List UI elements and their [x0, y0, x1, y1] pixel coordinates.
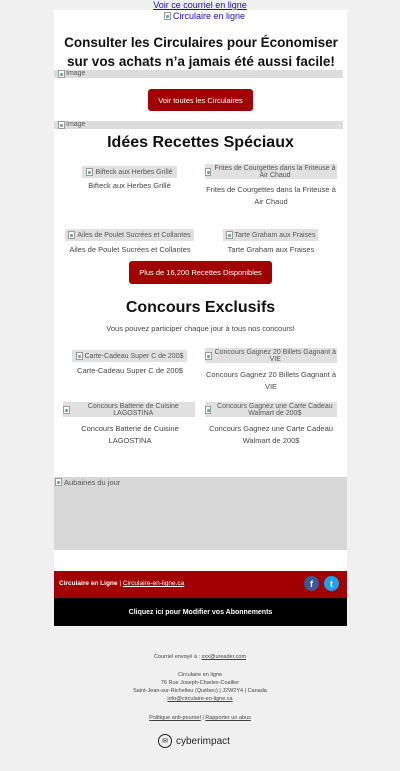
recipe-image-alt: Ailes de Poulet Sucrées et Collantes — [77, 231, 191, 239]
contest-image-alt: Concours Gagnez une Carte Cadeau Walmart de 200$ — [217, 402, 333, 417]
hero-title: Consulter les Circulaires pour Économiser sur vos achats n’a jamais été aussi facile! — [64, 35, 338, 69]
contest-image[interactable] — [72, 350, 187, 362]
broken-image-icon — [58, 70, 65, 78]
footer-brand-name: Circulaire en Ligne — [59, 580, 118, 587]
company-name: Circulaire en ligne — [177, 672, 223, 678]
sent-to-email[interactable]: xxx@ureader.com — [201, 654, 247, 660]
twitter-icon[interactable] — [324, 576, 339, 591]
broken-image-icon — [58, 121, 65, 129]
contest-caption[interactable]: Concours Gagnez 20 Billets Gagnant à VIE — [205, 370, 337, 391]
contest-caption[interactable]: Concours Batterie de Cuisine LAGOSTINA — [81, 424, 179, 445]
sent-to-label: Courriel envoyé à : — [153, 654, 201, 660]
contest-image[interactable] — [205, 402, 337, 417]
contest-image[interactable] — [63, 402, 195, 417]
contest-image[interactable] — [205, 348, 337, 363]
company-email — [0, 695, 400, 703]
company-email-link[interactable]: info@circulaire-en-ligne.ca — [167, 696, 233, 702]
recipe-caption[interactable]: Frites de Courgettes dans la Friteuse à Air Chaud — [206, 185, 336, 206]
anti-spam-policy-link[interactable]: Politique anti-pourriel — [149, 715, 201, 721]
banner-image-1 — [54, 70, 343, 78]
footer-separator: | — [119, 580, 122, 587]
contest-image-alt: Carte-Cadeau Super C de 200$ — [84, 352, 184, 360]
broken-image-icon — [205, 352, 212, 360]
footer-site-link[interactable]: Circulaire-en-ligne.ca — [122, 580, 185, 587]
sent-to-line — [0, 653, 400, 661]
footer-brand-bar — [54, 571, 347, 598]
logo-image[interactable] — [164, 11, 245, 21]
banner-image-alt: Image — [66, 70, 86, 77]
banner-image-2 — [54, 121, 343, 129]
recipes-title: Idées Recettes Spéciaux — [107, 134, 294, 151]
broken-image-icon — [226, 231, 233, 239]
more-recipes-button[interactable]: Plus de 16,200 Recettes Disponibles — [129, 261, 272, 284]
broken-image-icon — [205, 168, 211, 176]
company-city: Saint-Jean-sur-Richelieu (Québec) | J2W2Y4 | Canada — [133, 688, 267, 694]
cyberimpact-icon: ✉ — [158, 734, 172, 748]
manage-subscriptions-button[interactable]: Cliquez ici pour Modifier vos Abonnements — [54, 598, 347, 626]
contest-image-alt: Concours Batterie de Cuisine LAGOSTINA — [87, 402, 179, 417]
facebook-icon[interactable] — [304, 576, 319, 591]
recipe-image[interactable] — [65, 229, 194, 241]
broken-image-icon — [76, 352, 83, 360]
recipe-image-alt: Frites de Courgettes dans la Friteuse à Air Chaud — [214, 164, 336, 179]
report-abuse-link[interactable]: Rapporter un abus — [205, 715, 251, 721]
recipe-image[interactable] — [223, 229, 318, 241]
daily-deals-alt: Aubaines du jour — [64, 478, 121, 487]
broken-image-icon — [55, 478, 62, 486]
logo-alt-text: Circulaire en ligne — [173, 11, 246, 21]
footer-brand — [59, 580, 184, 587]
abuse-links — [0, 714, 400, 722]
view-online-link[interactable]: Voir ce courriel en ligne — [153, 0, 247, 10]
recipe-caption[interactable]: Tarte Graham aux Fraises — [227, 245, 315, 254]
contests-title: Concours Exclusifs — [125, 299, 276, 316]
broken-image-icon — [63, 406, 70, 414]
cyberimpact-logo[interactable] — [158, 734, 230, 748]
daily-deals-image[interactable] — [54, 477, 347, 550]
contest-caption[interactable]: Carte-Cadeau Super C de 200$ — [77, 366, 183, 375]
view-circulars-button[interactable]: Voir toutes les Circulaires — [148, 89, 253, 111]
cyberimpact-wordmark: cyberimpact — [176, 735, 230, 747]
recipe-image[interactable] — [205, 164, 337, 179]
email-card — [54, 10, 347, 626]
banner-image-alt: Image — [66, 121, 86, 128]
broken-image-icon — [68, 231, 75, 239]
company-street: 76 Rue Joseph-Charles-Coallier — [160, 680, 240, 686]
contest-image-alt: Concours Gagnez 20 Billets Gagnant à VIE — [214, 348, 336, 363]
recipe-image[interactable] — [82, 166, 177, 178]
abuse-links-separator: | — [202, 715, 204, 721]
contests-subtitle: Vous pouvez participer chaque jour à tous nos concours! — [106, 324, 295, 333]
recipe-caption[interactable]: Ailes de Poulet Sucrées et Collantes — [69, 245, 191, 254]
recipe-caption[interactable]: Bifteck aux Herbes Grillé — [88, 181, 171, 190]
broken-image-icon — [164, 12, 171, 20]
contest-caption[interactable]: Concours Gagnez une Carte Cadeau Walmart de 200$ — [209, 424, 333, 445]
facebook-glyph: f — [310, 578, 313, 589]
broken-image-icon — [205, 406, 211, 414]
recipe-image-alt: Tarte Graham aux Fraises — [234, 231, 316, 239]
recipe-image-alt: Bifteck aux Herbes Grillé — [95, 168, 173, 176]
broken-image-icon — [86, 168, 93, 176]
twitter-glyph: t — [330, 578, 333, 589]
